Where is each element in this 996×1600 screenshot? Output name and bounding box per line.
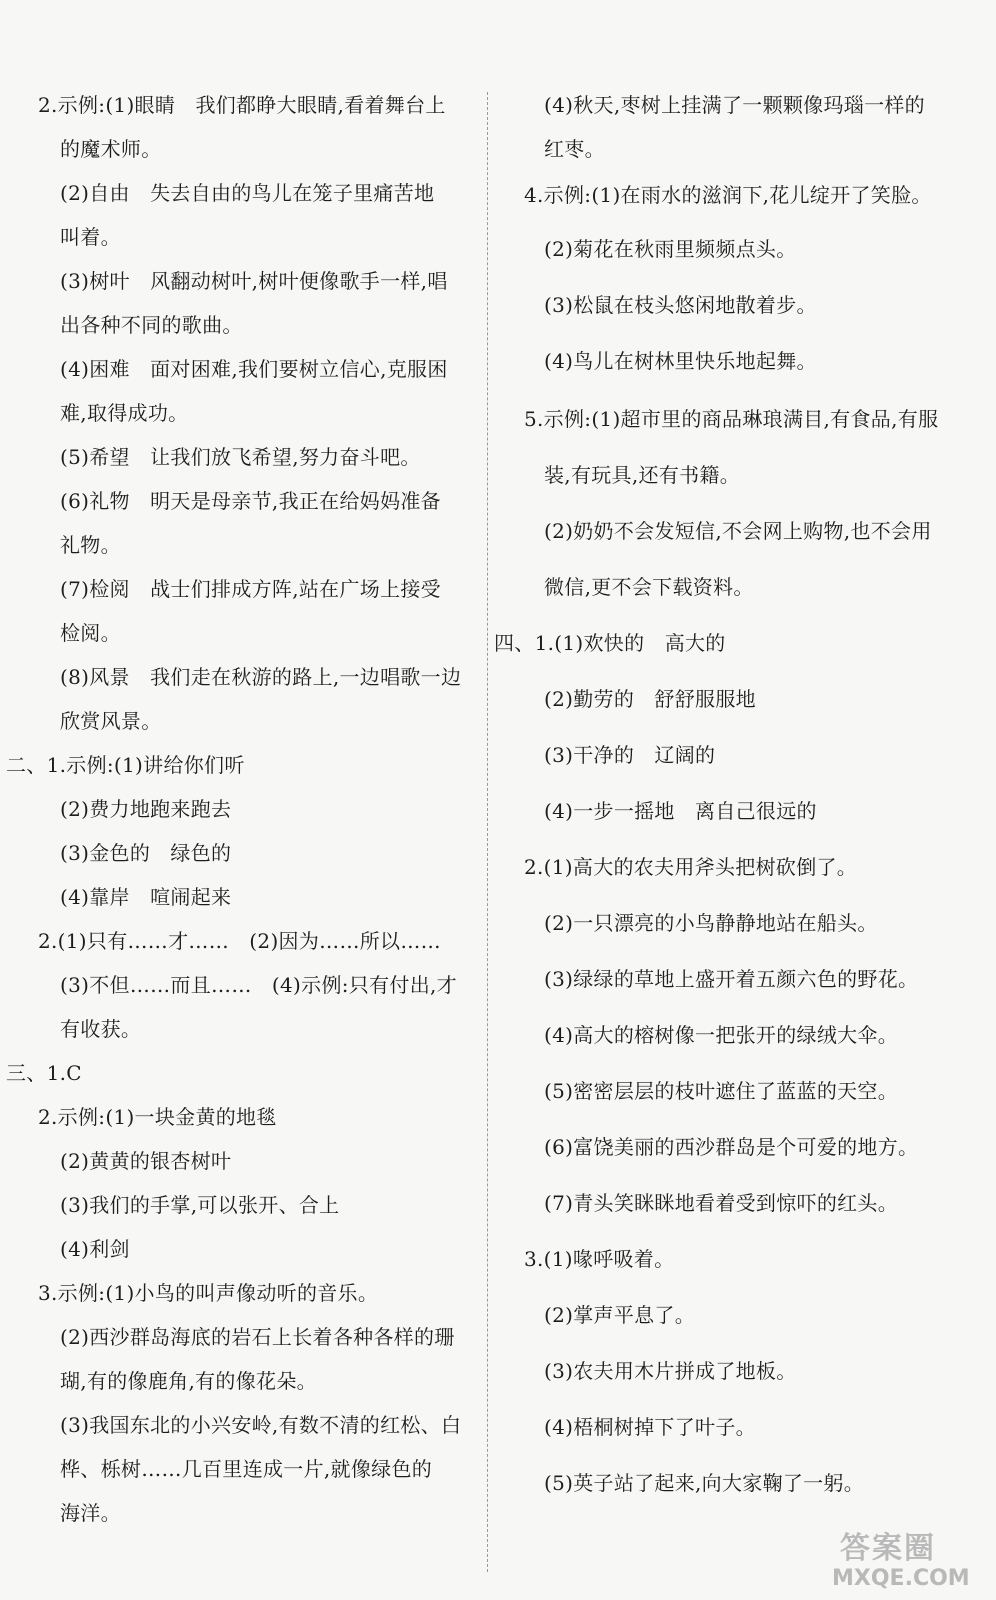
column-divider (487, 92, 488, 1572)
text-line: 2.(1)高大的农夫用斧头把树砍倒了。 (524, 855, 858, 879)
text-line: 叫着。 (60, 225, 121, 249)
text-line: (4)一步一摇地 离自己很远的 (544, 799, 817, 823)
text-line: 有收获。 (60, 1017, 142, 1041)
section-heading-3: 三、1.C (6, 1061, 82, 1085)
text-line: (3)松鼠在枝头悠闲地散着步。 (544, 293, 817, 317)
text-line: (2)费力地跑来跑去 (60, 797, 232, 821)
text-line: (6)礼物 明天是母亲节,我正在给妈妈准备 (60, 489, 441, 513)
text-line: (3)干净的 辽阔的 (544, 743, 716, 767)
text-line: 瑚,有的像鹿角,有的像花朵。 (60, 1369, 317, 1393)
text-line: 装,有玩具,还有书籍。 (544, 463, 741, 487)
text-line: (2)西沙群岛海底的岩石上长着各种各样的珊 (60, 1325, 455, 1349)
text-line: (3)不但……而且…… (4)示例:只有付出,才 (60, 973, 457, 997)
text-line: (6)富饶美丽的西沙群岛是个可爱的地方。 (544, 1135, 919, 1159)
text-line: (3)金色的 绿色的 (60, 841, 232, 865)
text-line: (4)梧桐树掉下了叶子。 (544, 1415, 756, 1439)
text-line: (4)高大的榕树像一把张开的绿绒大伞。 (544, 1023, 899, 1047)
text-line: 5.示例:(1)超市里的商品琳琅满目,有食品,有服 (524, 407, 939, 431)
text-line: (5)英子站了起来,向大家鞠了一躬。 (544, 1471, 865, 1495)
text-line: 2.示例:(1)眼睛 我们都睁大眼睛,看着舞台上 (38, 93, 446, 117)
section-heading-4: 四、1.(1)欢快的 高大的 (494, 631, 726, 655)
text-line: (7)青头笑眯眯地看着受到惊吓的红头。 (544, 1191, 899, 1215)
text-line: (4)秋天,枣树上挂满了一颗颗像玛瑙一样的 (544, 93, 925, 117)
text-line: (2)奶奶不会发短信,不会网上购物,也不会用 (544, 519, 932, 543)
text-line: 微信,更不会下载资料。 (544, 575, 754, 599)
text-line: (5)密密层层的枝叶遮住了蓝蓝的天空。 (544, 1079, 899, 1103)
text-line: (7)检阅 战士们排成方阵,站在广场上接受 (60, 577, 441, 601)
text-line: 礼物。 (60, 533, 121, 557)
text-line: 出各种不同的歌曲。 (60, 313, 243, 337)
text-line: (3)我国东北的小兴安岭,有数不清的红松、白 (60, 1413, 462, 1437)
text-line: (4)困难 面对困难,我们要树立信心,克服困 (60, 357, 448, 381)
text-line: 桦、栎树……几百里连成一片,就像绿色的 (60, 1457, 433, 1481)
text-line: (2)掌声平息了。 (544, 1303, 696, 1327)
text-line: (2)菊花在秋雨里频频点头。 (544, 237, 797, 261)
text-line: 2.示例:(1)一块金黄的地毯 (38, 1105, 277, 1129)
watermark (832, 1532, 982, 1594)
text-line: 难,取得成功。 (60, 401, 189, 425)
text-line: 检阅。 (60, 621, 121, 645)
text-line: (4)利剑 (60, 1237, 130, 1261)
watermark-text: 答案圈 (840, 1531, 936, 1566)
text-line: 海洋。 (60, 1501, 121, 1525)
text-line: (3)我们的手掌,可以张开、合上 (60, 1193, 340, 1217)
text-line: (2)自由 失去自由的鸟儿在笼子里痛苦地 (60, 181, 435, 205)
text-line: 4.示例:(1)在雨水的滋润下,花儿绽开了笑脸。 (524, 183, 932, 207)
text-line: (4)靠岸 喧闹起来 (60, 885, 232, 909)
text-line: (3)农夫用木片拼成了地板。 (544, 1359, 797, 1383)
text-line: 红枣。 (544, 137, 605, 161)
text-line: (8)风景 我们走在秋游的路上,一边唱歌一边 (60, 665, 462, 689)
text-line: 3.示例:(1)小鸟的叫声像动听的音乐。 (38, 1281, 379, 1305)
text-line: 欣赏风景。 (60, 709, 162, 733)
text-line: (4)鸟儿在树林里快乐地起舞。 (544, 349, 817, 373)
text-line: (2)一只漂亮的小鸟静静地站在船头。 (544, 911, 878, 935)
text-line: 的魔术师。 (60, 137, 162, 161)
text-line: (2)黄黄的银杏树叶 (60, 1149, 232, 1173)
text-line: (5)希望 让我们放飞希望,努力奋斗吧。 (60, 445, 421, 469)
section-heading-2: 二、1.示例:(1)讲给你们听 (6, 753, 245, 777)
text-line: 2.(1)只有……才…… (2)因为……所以…… (38, 929, 441, 953)
text-line: 3.(1)喙呼吸着。 (524, 1247, 675, 1271)
text-line: (3)绿绿的草地上盛开着五颜六色的野花。 (544, 967, 919, 991)
watermark-url: MXQE.COM (832, 1566, 970, 1591)
text-line: (2)勤劳的 舒舒服服地 (544, 687, 756, 711)
text-line: (3)树叶 风翻动树叶,树叶便像歌手一样,唱 (60, 269, 448, 293)
